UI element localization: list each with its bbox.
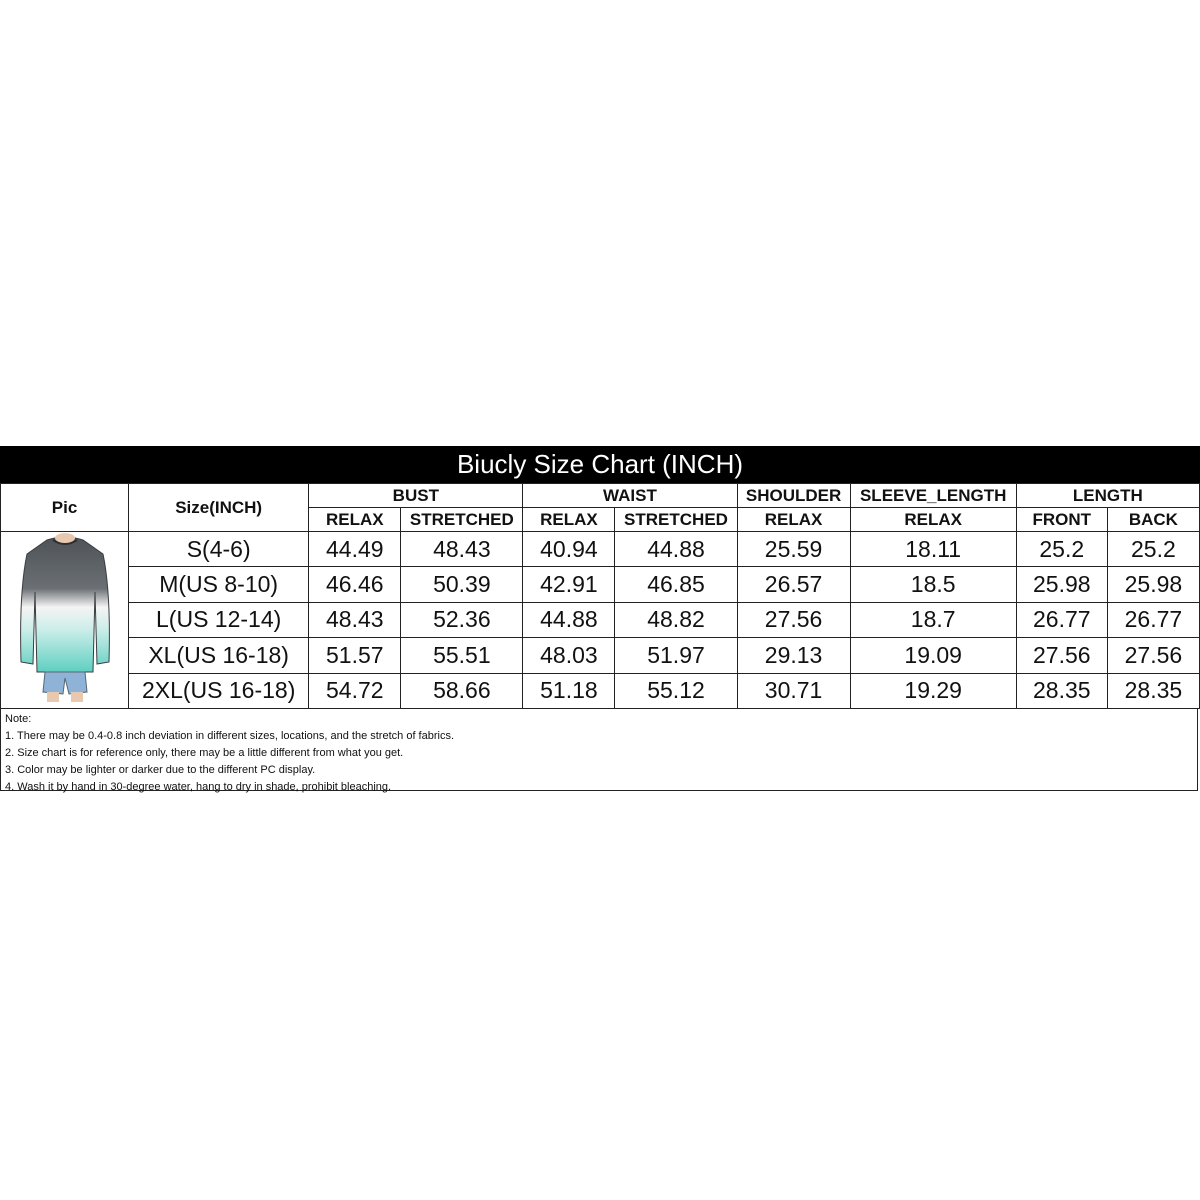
waist-relax-value: 44.88 <box>523 602 615 637</box>
bust-stretched-value: 48.43 <box>401 532 523 567</box>
shoulder-value: 29.13 <box>737 638 850 673</box>
pic-header: Pic <box>1 484 129 532</box>
length-back-value: 25.98 <box>1107 567 1199 602</box>
bust-stretched-value: 52.36 <box>401 602 523 637</box>
sleeve-length-value: 18.5 <box>850 567 1016 602</box>
bust-stretched-value: 50.39 <box>401 567 523 602</box>
bust-header: BUST <box>309 484 523 508</box>
sleeve-length-value: 19.09 <box>850 638 1016 673</box>
waist-stretched-value: 44.88 <box>615 532 737 567</box>
shoulder-value: 26.57 <box>737 567 850 602</box>
table-row <box>1 567 1200 602</box>
bust-relax-value: 54.72 <box>309 673 401 708</box>
waist-stretched-value: 48.82 <box>615 602 737 637</box>
sleeve-length-header: SLEEVE_LENGTH <box>850 484 1016 508</box>
bust-stretched-value: 55.51 <box>401 638 523 673</box>
size-label: M(US 8-10) <box>129 567 309 602</box>
length-back-value: 27.56 <box>1107 638 1199 673</box>
length-front-value: 28.35 <box>1016 673 1107 708</box>
length-header: LENGTH <box>1016 484 1199 508</box>
size-label: S(4-6) <box>129 532 309 567</box>
length-back-header: BACK <box>1107 508 1199 532</box>
sleeve-relax-header: RELAX <box>850 508 1016 532</box>
length-front-header: FRONT <box>1016 508 1107 532</box>
length-front-value: 27.56 <box>1016 638 1107 673</box>
waist-relax-value: 42.91 <box>523 567 615 602</box>
note-item: 2. Size chart is for reference only, there may be a little different from what you get. <box>5 747 404 759</box>
waist-stretched-value: 55.12 <box>615 673 737 708</box>
shoulder-relax-header: RELAX <box>737 508 850 532</box>
sleeve-length-value: 19.29 <box>850 673 1016 708</box>
product-picture <box>1 532 129 709</box>
note-item: 3. Color may be lighter or darker due to the different PC display. <box>5 764 316 776</box>
bust-stretched-value: 58.66 <box>401 673 523 708</box>
table-row <box>1 532 1200 567</box>
shoulder-header: SHOULDER <box>737 484 850 508</box>
waist-relax-value: 40.94 <box>523 532 615 567</box>
shoulder-value: 25.59 <box>737 532 850 567</box>
note-item: 4. Wash it by hand in 30-degree water, hang to dry in shade, prohibit bleaching. <box>5 781 392 793</box>
sleeve-length-value: 18.7 <box>850 602 1016 637</box>
size-label: XL(US 16-18) <box>129 638 309 673</box>
table-row <box>1 602 1200 637</box>
length-front-value: 25.98 <box>1016 567 1107 602</box>
bust-relax-value: 51.57 <box>309 638 401 673</box>
tie-dye-sweatshirt-icon <box>17 532 113 702</box>
waist-stretched-value: 46.85 <box>615 567 737 602</box>
bust-relax-value: 46.46 <box>309 567 401 602</box>
bust-relax-value: 48.43 <box>309 602 401 637</box>
chart-title: Biucly Size Chart (INCH) <box>0 446 1200 483</box>
bust-relax-header: RELAX <box>309 508 401 532</box>
size-label: L(US 12-14) <box>129 602 309 637</box>
table-row <box>1 673 1200 708</box>
length-back-value: 26.77 <box>1107 602 1199 637</box>
notes-heading: Note: <box>5 713 32 725</box>
bust-stretched-header: STRETCHED <box>401 508 523 532</box>
waist-header: WAIST <box>523 484 737 508</box>
waist-relax-value: 51.18 <box>523 673 615 708</box>
size-header: Size(INCH) <box>129 484 309 532</box>
shoulder-value: 30.71 <box>737 673 850 708</box>
waist-relax-header: RELAX <box>523 508 615 532</box>
sleeve-length-value: 18.11 <box>850 532 1016 567</box>
length-back-value: 28.35 <box>1107 673 1199 708</box>
size-label: 2XL(US 16-18) <box>129 673 309 708</box>
notes-section <box>0 709 1198 791</box>
length-back-value: 25.2 <box>1107 532 1199 567</box>
waist-stretched-value: 51.97 <box>615 638 737 673</box>
shoulder-value: 27.56 <box>737 602 850 637</box>
bust-relax-value: 44.49 <box>309 532 401 567</box>
size-table <box>0 483 1200 709</box>
length-front-value: 25.2 <box>1016 532 1107 567</box>
waist-relax-value: 48.03 <box>523 638 615 673</box>
table-row <box>1 638 1200 673</box>
note-item: 1. There may be 0.4-0.8 inch deviation in different sizes, locations, and the stretch of fabrics. <box>5 730 455 742</box>
waist-stretched-header: STRETCHED <box>615 508 737 532</box>
length-front-value: 26.77 <box>1016 602 1107 637</box>
